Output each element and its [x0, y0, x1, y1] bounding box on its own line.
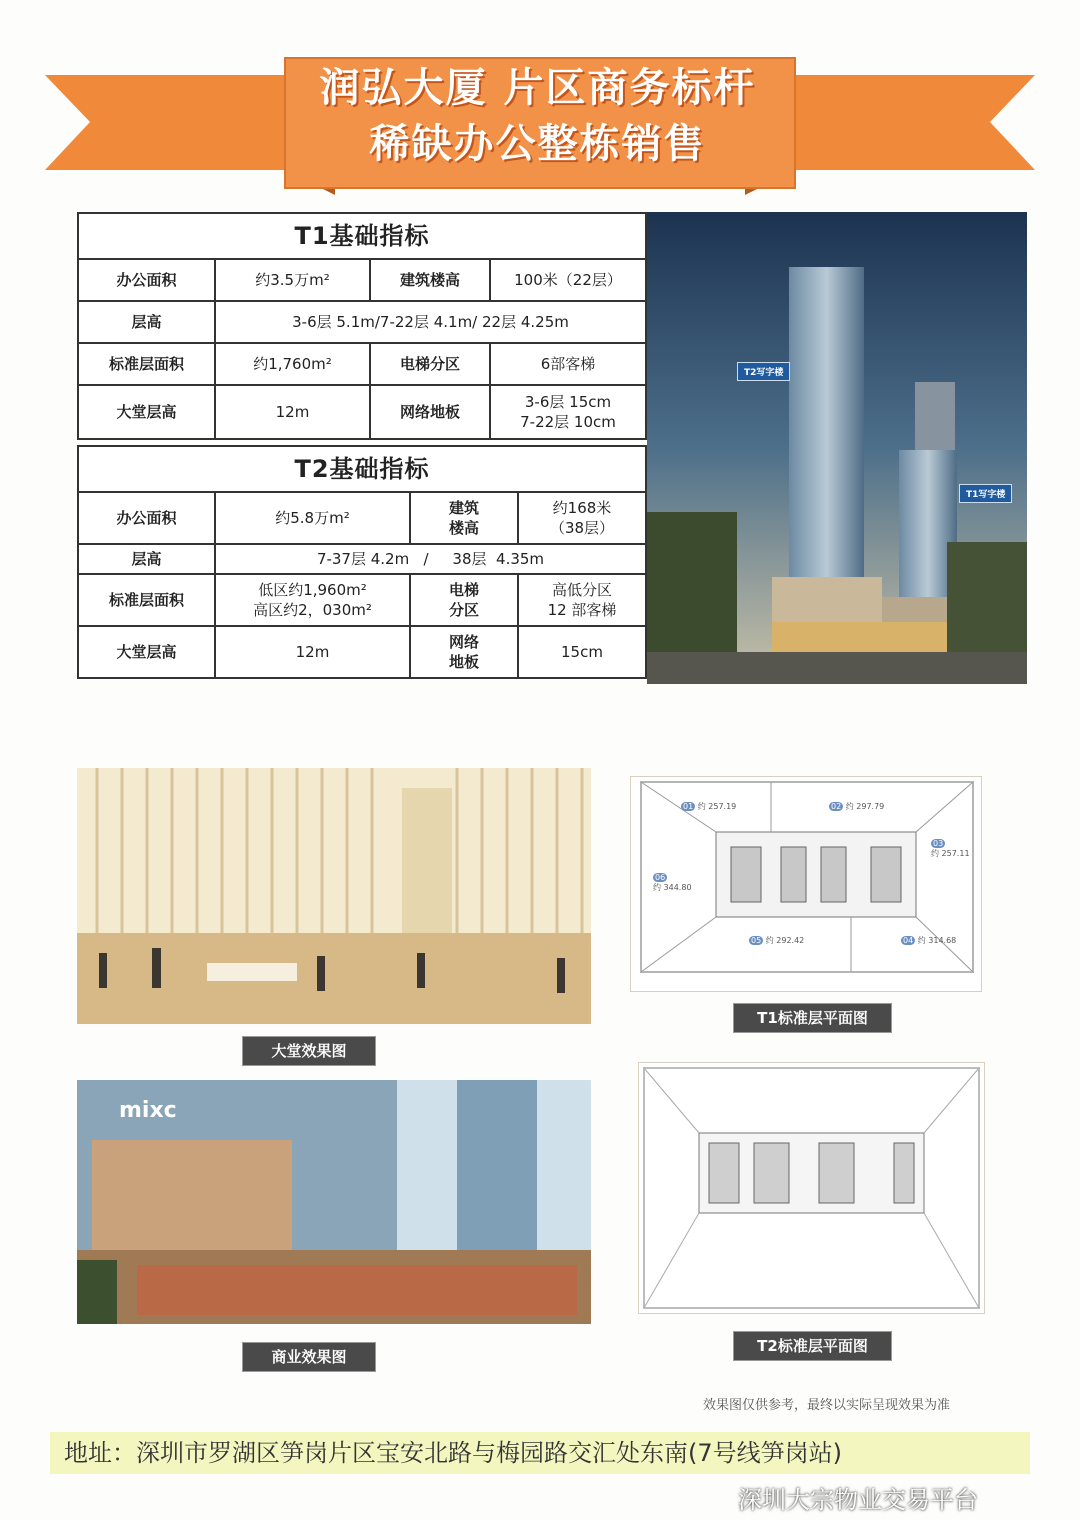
- t1-plan-caption: T1标准层平面图: [733, 1003, 892, 1033]
- t1-unit-02: [829, 801, 884, 812]
- t2-raised-floor-label: [410, 626, 518, 678]
- t1-unit-02-no: 02: [831, 802, 842, 811]
- t1-unit-05-area: 约 292.42: [765, 936, 805, 945]
- t2-raised-floor-label-line-2: 地板: [448, 653, 479, 671]
- t1-unit-03-no: 03: [933, 839, 944, 848]
- t1-spec-table: [77, 212, 647, 440]
- t2-elevator-line-2: 12 部客梯: [547, 601, 617, 619]
- t2-std-floor-label: 标准层面积: [78, 574, 215, 626]
- address-bar: 地址：深圳市罗湖区笋岗片区宝安北路与梅园路交汇处东南(7号线笋岗站): [50, 1432, 1030, 1474]
- t1-unit-01-no: 01: [683, 802, 694, 811]
- t1-floor-plan: [630, 776, 982, 992]
- t2-std-floor-line-1: 低区约1,960m²: [258, 581, 367, 599]
- t1-raised-floor-line-1: 3-6层 15cm: [524, 393, 612, 411]
- t2-height-line-2: （38层）: [549, 519, 615, 537]
- t1-unit-01: [681, 801, 736, 812]
- mall-logo: mixc: [119, 1098, 177, 1123]
- t2-height-label-line-1: 建筑: [448, 499, 479, 517]
- tower-rendering: [647, 212, 1027, 684]
- commercial-caption: 商业效果图: [242, 1342, 376, 1372]
- t1-unit-06-no: 06: [655, 873, 666, 882]
- watermark: 深圳大宗物业交易平台: [738, 1486, 978, 1514]
- t1-office-area: 约3.5万m²: [215, 259, 370, 301]
- t2-elevator-label: [410, 574, 518, 626]
- t2-floor-plan: [638, 1062, 985, 1314]
- lobby-rendering-image: [77, 768, 591, 1024]
- t1-floor-height-label: 层高: [78, 301, 215, 343]
- t1-elevator: 6部客梯: [490, 343, 646, 385]
- t1-unit-02-area: 约 297.79: [845, 802, 885, 811]
- t2-elevator: [518, 574, 646, 626]
- t1-unit-03: [931, 839, 970, 859]
- t2-height: [518, 492, 646, 544]
- t1-unit-04: [901, 935, 956, 946]
- tower-rendering-image: [647, 212, 1027, 684]
- disclaimer: 效果图仅供参考，最终以实际呈现效果为准: [703, 1398, 951, 1413]
- banner-line-2: 稀缺办公整栋销售: [369, 121, 706, 167]
- t1-raised-floor-line-2: 7-22层 10cm: [520, 413, 616, 431]
- t1-std-floor-label: 标准层面积: [78, 343, 215, 385]
- t1-unit-06-area: 约 344.80: [653, 883, 692, 892]
- t1-unit-01-area: 约 257.19: [697, 802, 737, 811]
- t1-height-label: 建筑楼高: [370, 259, 490, 301]
- t2-elevator-line-1: 高低分区: [551, 581, 612, 599]
- t2-building-tag: T2写字楼: [737, 362, 790, 381]
- t1-unit-04-area: 约 314.68: [917, 936, 957, 945]
- t1-raised-floor-label: 网络地板: [370, 385, 490, 439]
- t1-elevator-label: 电梯分区: [370, 343, 490, 385]
- t1-unit-05: [749, 935, 804, 946]
- t1-floor-height: 3-6层 5.1m/7-22层 4.1m/ 22层 4.25m: [215, 301, 646, 343]
- t1-unit-05-no: 05: [751, 936, 762, 945]
- t2-office-area-label: 办公面积: [78, 492, 215, 544]
- t2-floor-height-label: 层高: [78, 544, 215, 574]
- t2-raised-floor-label-line-1: 网络: [448, 633, 479, 651]
- t2-lobby: 12m: [215, 626, 410, 678]
- t1-lobby: 12m: [215, 385, 370, 439]
- t1-raised-floor: [490, 385, 646, 439]
- t1-title: T1基础指标: [78, 213, 646, 259]
- t1-lobby-label: 大堂层高: [78, 385, 215, 439]
- t2-plan-caption: T2标准层平面图: [733, 1331, 892, 1361]
- lobby-rendering: [77, 768, 591, 1024]
- t2-lobby-label: 大堂层高: [78, 626, 215, 678]
- t1-office-area-label: 办公面积: [78, 259, 215, 301]
- t1-unit-06: [653, 873, 692, 893]
- t1-building-tag: T1写字楼: [959, 484, 1012, 503]
- t2-office-area: 约5.8万m²: [215, 492, 410, 544]
- t2-height-label-line-2: 楼高: [448, 519, 479, 537]
- t2-std-floor: [215, 574, 410, 626]
- t1-unit-03-area: 约 257.11: [931, 849, 970, 858]
- t2-floor-height: 7-37层 4.2m / 38层 4.35m: [215, 544, 646, 574]
- t2-elevator-label-line-2: 分区: [448, 601, 479, 619]
- t2-spec-table: [77, 445, 647, 679]
- t1-std-floor: 约1,760m²: [215, 343, 370, 385]
- t2-elevator-label-line-1: 电梯: [448, 581, 479, 599]
- t2-height-label: [410, 492, 518, 544]
- commercial-rendering: [77, 1080, 591, 1324]
- banner-title: [290, 60, 785, 172]
- t2-title: T2基础指标: [78, 446, 646, 492]
- t2-height-line-1: 约168米: [552, 499, 612, 517]
- lobby-caption: 大堂效果图: [242, 1036, 376, 1066]
- banner-line-1: 润弘大厦 片区商务标杆: [319, 65, 756, 111]
- t1-unit-04-no: 04: [903, 936, 914, 945]
- t2-raised-floor: 15cm: [518, 626, 646, 678]
- t1-height: 100米（22层）: [490, 259, 646, 301]
- t2-floor-plan-drawing: [639, 1063, 984, 1313]
- t2-std-floor-line-2: 高区约2，030m²: [253, 601, 372, 619]
